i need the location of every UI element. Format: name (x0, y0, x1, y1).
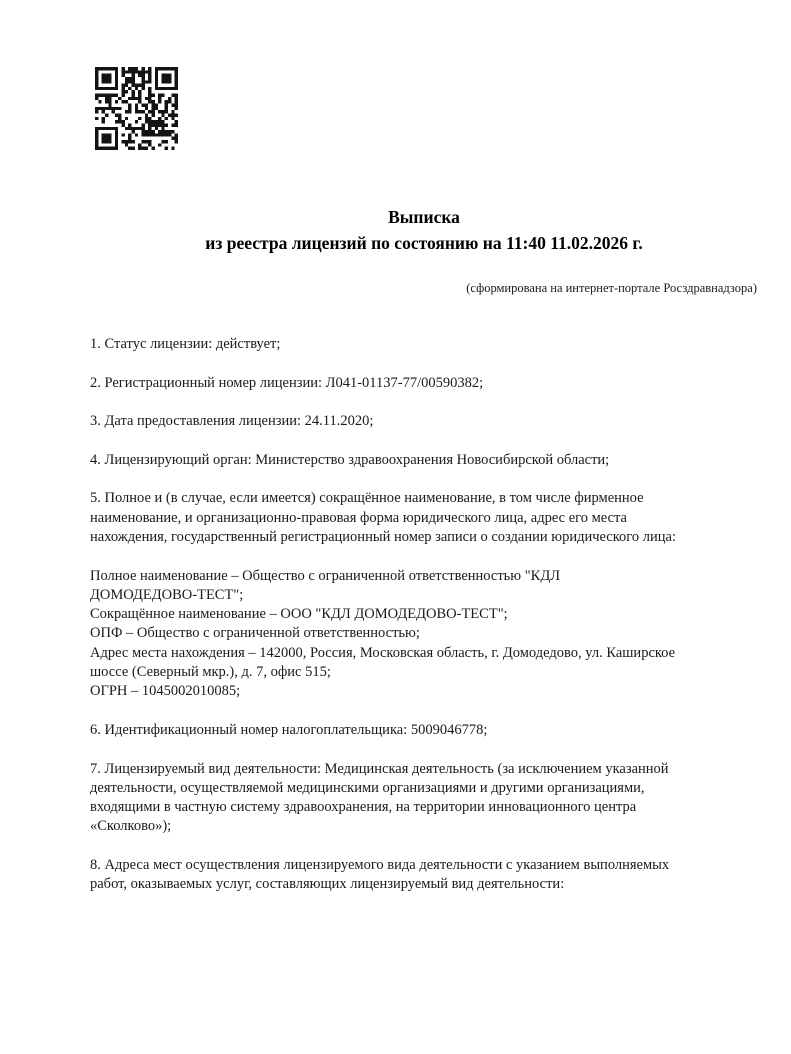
text-line: 4. Лицензирующий орган: Министерство здравоохранения Новосибирской области; (90, 451, 610, 468)
text-line: Сокращённое наименование – ООО "КДЛ ДОМОДЕДОВО-ТЕСТ"; (90, 606, 508, 623)
document-body (90, 335, 785, 914)
paragraph-licensing-authority (90, 451, 785, 470)
paragraph-entity-details (90, 567, 785, 702)
paragraph-registration-number (90, 374, 785, 393)
text-line: 3. Дата предоставления лицензии: 24.11.2020; (90, 413, 374, 430)
text-line: 5. Полное и (в случае, если имеется) сокращённое наименование, в том числе фирменное (90, 490, 644, 507)
text-line: Полное наименование – Общество с ограниченной ответственностью "КДЛ (90, 567, 561, 584)
text-line: 2. Регистрационный номер лицензии: Л041-01137-77/00590382; (90, 374, 484, 391)
paragraph-activity-type (90, 760, 785, 837)
document-subtitle: (сформирована на интернет-портале Росздравнадзора) (466, 281, 757, 295)
text-line: ДОМОДЕДОВО-ТЕСТ"; (90, 586, 244, 603)
text-line: нахождения, государственный регистрационный номер записи о создании юридического лица: (90, 528, 676, 545)
title-line-2: из реестра лицензий по состоянию на 11:40 11.02.2026 г. (205, 232, 643, 253)
text-line: 8. Адреса мест осуществления лицензируемого вида деятельности с указанием выполняемых (90, 857, 670, 874)
text-line: «Сколково»); (90, 818, 172, 835)
title-line-1: Выписка (388, 207, 460, 227)
text-line: 7. Лицензируемый вид деятельности: Медицинская деятельность (за исключением указанной (90, 760, 669, 777)
paragraph-grant-date (90, 412, 785, 431)
text-line: ОПФ – Общество с ограниченной ответственностью; (90, 625, 420, 642)
text-line: работ, оказываемых услуг, составляющих лицензируемый вид деятельности: (90, 876, 565, 893)
paragraph-license-status (90, 335, 785, 354)
text-line: шоссе (Северный мкр.), д. 7, офис 515; (90, 664, 331, 681)
text-line: 6. Идентификационный номер налогоплательщика: 5009046778; (90, 721, 488, 738)
text-line: ОГРН – 1045002010085; (90, 683, 241, 700)
text-line: 1. Статус лицензии: действует; (90, 336, 281, 352)
paragraph-entity-names-intro (90, 489, 785, 547)
qr-code-icon (95, 67, 178, 150)
text-line: входящими в частную систему здравоохранения, на территории инновационного центра (90, 799, 637, 816)
paragraph-activity-addresses (90, 856, 785, 895)
paragraph-taxpayer-id (90, 721, 785, 740)
text-line: Адрес места нахождения – 142000, Россия, Московская область, г. Домодедово, ул. Каширское (90, 644, 676, 661)
document-title (90, 205, 758, 256)
text-line: наименование, и организационно-правовая форма юридического лица, адрес его места (90, 509, 627, 526)
text-line: деятельности, осуществляемой медицинскими организациями и другими организациями, (90, 779, 645, 796)
